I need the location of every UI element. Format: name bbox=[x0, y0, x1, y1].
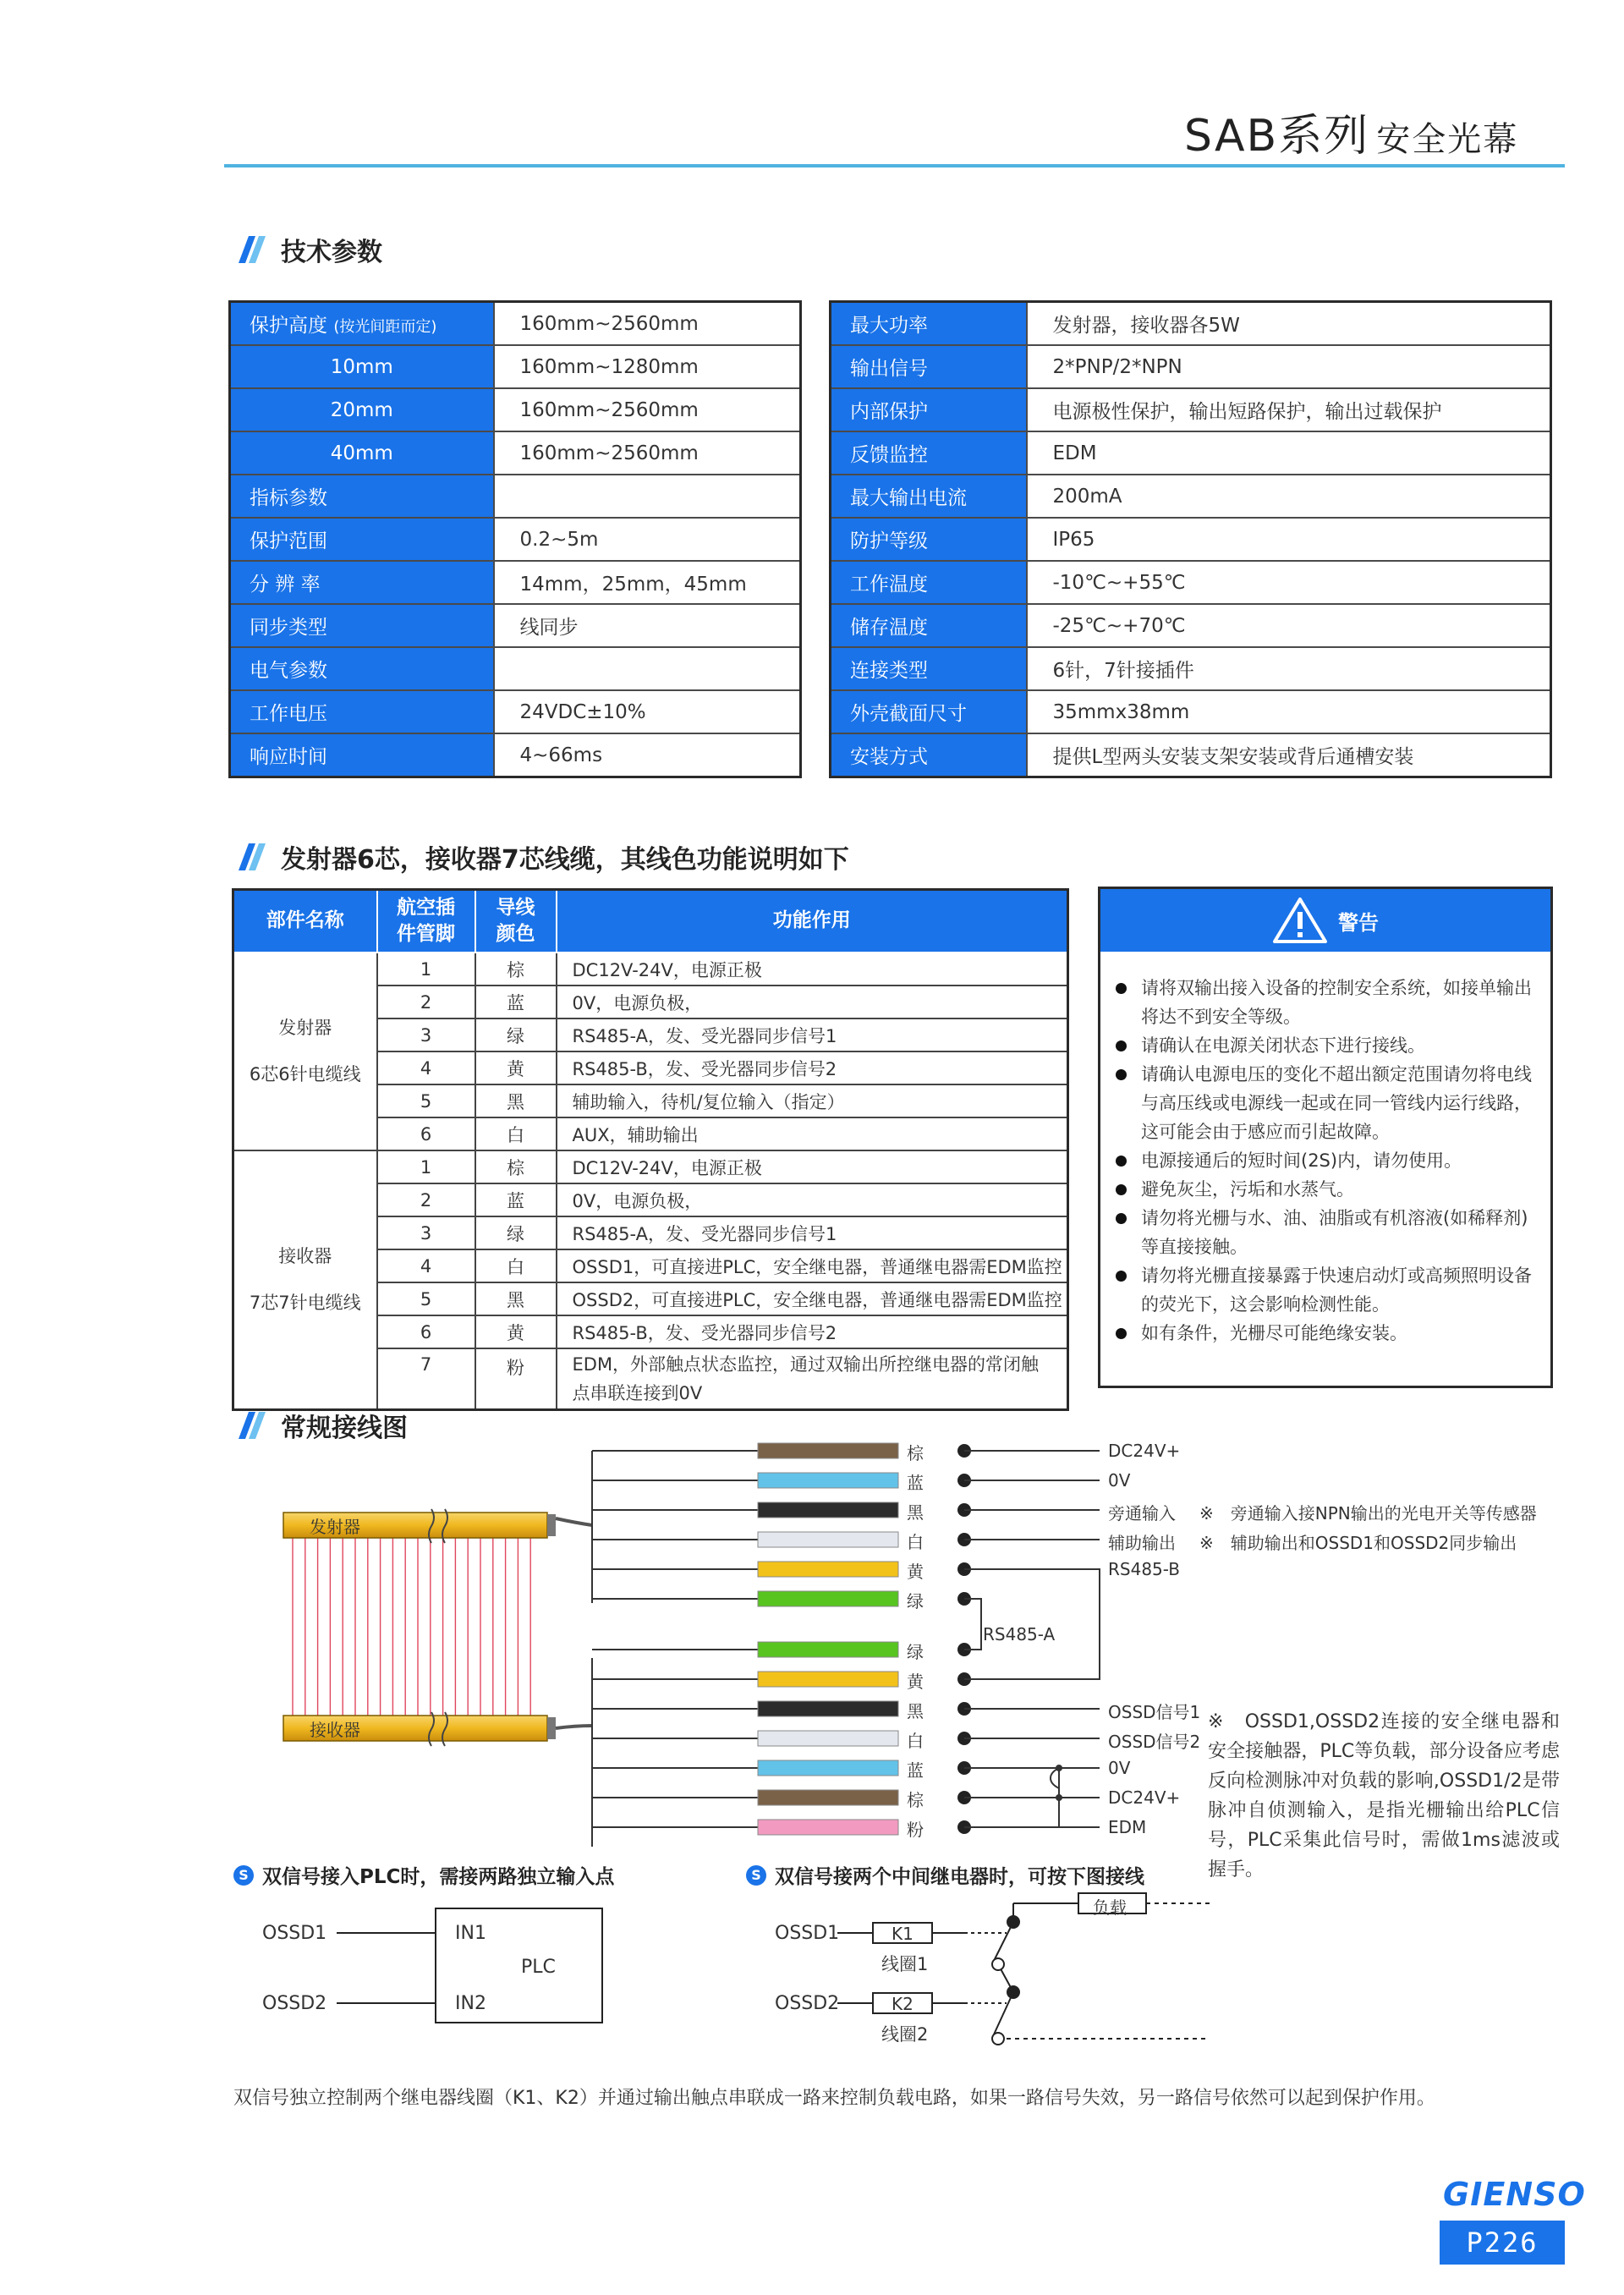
wire-color-label: 黑 bbox=[907, 1701, 924, 1721]
spec-value: 4~66ms bbox=[494, 733, 801, 777]
brand-logo: GIENSO bbox=[1443, 2176, 1586, 2213]
spec-key: 工作温度 bbox=[831, 561, 1027, 604]
plc-ossd2: OSSD2 bbox=[262, 1993, 327, 2014]
spec-key: 安装方式 bbox=[831, 733, 1027, 777]
product-name: 安全光幕 bbox=[1376, 120, 1519, 159]
relay-k1: K1 bbox=[892, 1924, 914, 1944]
wire-function: 辅助输入，待机/复位输入（指定） bbox=[557, 1084, 1068, 1117]
wire-color-label: 棕 bbox=[907, 1790, 924, 1810]
spec-key: 反馈监控 bbox=[831, 431, 1027, 475]
wire-color: 绿 bbox=[475, 1216, 557, 1249]
spec-value: 发射器，接收器各5W bbox=[1027, 302, 1551, 346]
warning-item: 请将双输出接入设备的控制安全系统，如接单输出将达不到安全等级。 bbox=[1114, 974, 1539, 1031]
wire-color: 黑 bbox=[475, 1084, 557, 1117]
wire-function: OSSD2，可直接进PLC，安全继电器，普通继电器需EDM监控 bbox=[557, 1282, 1068, 1315]
pin: 6 bbox=[377, 1117, 475, 1150]
spec-key: 响应时间 bbox=[230, 733, 494, 777]
wire-function: RS485-B，发、受光器同步信号2 bbox=[557, 1051, 1068, 1084]
pin: 5 bbox=[377, 1084, 475, 1117]
relay-k2: K2 bbox=[892, 1994, 914, 2014]
spec-value: 160mm~2560mm bbox=[494, 431, 801, 475]
spec-value: 24VDC±10% bbox=[494, 690, 801, 733]
signal-label: 旁通输入 bbox=[1108, 1503, 1176, 1524]
wire-color: 蓝 bbox=[475, 1183, 557, 1216]
signal-label: RS485-A bbox=[983, 1624, 1056, 1644]
pin: 7 bbox=[377, 1348, 475, 1410]
bottom-note: 双信号独立控制两个继电器线圈（K1、K2）并通过输出触点串联成一路来控制负载电路，如果一路信号失效，另一路信号依然可以起到保护作用。 bbox=[233, 2088, 1435, 2109]
section-title: 技术参数 bbox=[281, 238, 382, 267]
wire-function: RS485-A，发、受光器同步信号1 bbox=[557, 1018, 1068, 1051]
spec-key: 40mm bbox=[230, 431, 494, 475]
pin: 5 bbox=[377, 1282, 475, 1315]
receiver-name: 接收器 bbox=[278, 1246, 332, 1267]
signal-label: 0V bbox=[1108, 1758, 1131, 1778]
spec-key: 防护等级 bbox=[831, 518, 1027, 561]
pin: 6 bbox=[377, 1315, 475, 1348]
emitter-name: 发射器 bbox=[278, 1018, 332, 1039]
wire-color-label: 黑 bbox=[907, 1502, 924, 1523]
spec-key: 20mm bbox=[230, 388, 494, 431]
wire-color: 蓝 bbox=[475, 986, 557, 1018]
spec-value: IP65 bbox=[1027, 518, 1551, 561]
spec-key: 保护高度 (按光间距而定) bbox=[230, 302, 494, 346]
spec-value: 14mm，25mm，45mm bbox=[494, 561, 801, 604]
spec-value: -10℃~+55℃ bbox=[1027, 561, 1551, 604]
spec-value: 160mm~1280mm bbox=[494, 345, 801, 388]
spec-key: 最大功率 bbox=[831, 302, 1027, 346]
pin: 3 bbox=[377, 1216, 475, 1249]
relay-ossd2: OSSD2 bbox=[775, 1993, 840, 2014]
spec-key: 同步类型 bbox=[230, 604, 494, 647]
wire-color: 黄 bbox=[475, 1051, 557, 1084]
warning-item: 请勿将光栅与水、油、油脂或有机溶液(如稀释剂)等直接接触。 bbox=[1114, 1204, 1539, 1261]
wire-color: 白 bbox=[475, 1249, 557, 1282]
wire-color-label: 蓝 bbox=[907, 1760, 924, 1781]
warning-item: 如有条件，光栅尽可能绝缘安装。 bbox=[1114, 1319, 1539, 1348]
plc-title: S 双信号接入PLC时，需接两路独立输入点 bbox=[233, 1861, 614, 1889]
wire-color: 棕 bbox=[475, 1150, 557, 1183]
wire-color-label: 黄 bbox=[907, 1562, 924, 1582]
spec-value: 6针，7针接插件 bbox=[1027, 647, 1551, 690]
relay-coil2: 线圈2 bbox=[881, 2024, 929, 2045]
wire-color-label: 绿 bbox=[907, 1642, 924, 1662]
wire-color: 绿 bbox=[475, 1018, 557, 1051]
wire-color: 黑 bbox=[475, 1282, 557, 1315]
header-color: 导线 颜色 bbox=[475, 890, 557, 953]
warning-item: 请确认电源电压的变化不超出额定范围请勿将电线与高压线或电源线一起或在同一管线内运行线路，这可能会由于感应而引起故障。 bbox=[1114, 1060, 1539, 1146]
wire-function: 0V，电源负极， bbox=[557, 986, 1068, 1018]
wire-function: RS485-A，发、受光器同步信号1 bbox=[557, 1216, 1068, 1249]
wire-color-label: 黄 bbox=[907, 1672, 924, 1692]
spec-value: 160mm~2560mm bbox=[494, 388, 801, 431]
signal-label: RS485-B bbox=[1108, 1559, 1180, 1579]
signal-label: DC24V+ bbox=[1108, 1441, 1181, 1461]
emitter-cable: 6芯6针电缆线 bbox=[249, 1064, 361, 1084]
spec-value: -25℃~+70℃ bbox=[1027, 604, 1551, 647]
wire-function: DC12V-24V，电源正极 bbox=[557, 953, 1068, 986]
pin: 1 bbox=[377, 953, 475, 986]
section-title: 发射器6芯，接收器7芯线缆，其线色功能说明如下 bbox=[281, 845, 849, 875]
receiver-label: 接收器 bbox=[310, 1720, 360, 1740]
spec-value: EDM bbox=[1027, 431, 1551, 475]
wire-function: 0V，电源负极， bbox=[557, 1183, 1068, 1216]
pin: 4 bbox=[377, 1249, 475, 1282]
section-title: 常规接线图 bbox=[281, 1414, 408, 1443]
relay-ossd1: OSSD1 bbox=[775, 1923, 840, 1944]
pin: 2 bbox=[377, 986, 475, 1018]
ossd-note: ※ OSSD1,OSSD2连接的安全继电器和安全接触器，PLC等负载，部分设备应考虑反向检测脉冲对负载的影响,OSSD1/2是带脉冲自侦测输入，是指光栅输出给PLC信号，PLC采集此信号时，需做1ms滤波或握手。 bbox=[1208, 1711, 1560, 1880]
spec-key: 指标参数 bbox=[230, 475, 494, 518]
spec-value: 200mA bbox=[1027, 475, 1551, 518]
plc-in1: IN1 bbox=[455, 1923, 486, 1944]
spec-value: 线同步 bbox=[494, 604, 801, 647]
spec-value: 电源极性保护，输出短路保护，输出过载保护 bbox=[1027, 388, 1551, 431]
s-badge-icon: S bbox=[233, 1865, 254, 1886]
spec-key: 内部保护 bbox=[831, 388, 1027, 431]
spec-value: 0.2~5m bbox=[494, 518, 801, 561]
relay-title: S 双信号接两个中间继电器时，可按下图接线 bbox=[746, 1861, 1144, 1889]
emitter-label: 发射器 bbox=[310, 1517, 360, 1537]
spec-key: 分 辨 率 bbox=[230, 561, 494, 604]
series-name: SAB系列 bbox=[1184, 111, 1370, 162]
relay-coil1: 线圈1 bbox=[881, 1954, 929, 1974]
header-function: 功能作用 bbox=[557, 890, 1068, 953]
spec-key: 10mm bbox=[230, 345, 494, 388]
note-bypass: ※ 旁通输入接NPN输出的光电开关等传感器 bbox=[1199, 1503, 1537, 1524]
spec-key: 保护范围 bbox=[230, 518, 494, 561]
wire-color-label: 棕 bbox=[907, 1443, 924, 1463]
signal-label: OSSD信号2 bbox=[1108, 1732, 1201, 1752]
spec-value: 160mm~2560mm bbox=[494, 302, 801, 346]
wire-color-label: 粉 bbox=[907, 1820, 924, 1840]
header-part: 部件名称 bbox=[233, 890, 377, 953]
wire-function: EDM，外部触点状态监控，通过双输出所控继电器的常闭触 点串联连接到0V bbox=[572, 1354, 1040, 1403]
wire-function: AUX，辅助输出 bbox=[557, 1117, 1068, 1150]
wire-color: 棕 bbox=[475, 953, 557, 986]
warning-item: 避免灰尘，污垢和水蒸气。 bbox=[1114, 1175, 1539, 1204]
wire-function: OSSD1，可直接进PLC，安全继电器，普通继电器需EDM监控 bbox=[557, 1249, 1068, 1282]
spec-value: 2*PNP/2*NPN bbox=[1027, 345, 1551, 388]
wire-color-label: 白 bbox=[907, 1532, 924, 1552]
spec-value: 35mmx38mm bbox=[1027, 690, 1551, 733]
signal-label: 辅助输出 bbox=[1108, 1533, 1176, 1553]
wire-color: 粉 bbox=[475, 1348, 557, 1410]
note-aux: ※ 辅助输出和OSSD1和OSSD2同步输出 bbox=[1199, 1533, 1517, 1553]
wire-color: 黄 bbox=[475, 1315, 557, 1348]
signal-label: OSSD信号1 bbox=[1108, 1702, 1201, 1722]
page-number: P226 bbox=[1440, 2221, 1565, 2265]
signal-label: EDM bbox=[1108, 1817, 1147, 1837]
wire-color-label: 绿 bbox=[907, 1591, 924, 1611]
plc-label: PLC bbox=[521, 1957, 556, 1978]
warning-item: 请确认在电源关闭状态下进行接线。 bbox=[1114, 1031, 1539, 1060]
receiver-cable: 7芯7针电缆线 bbox=[249, 1293, 361, 1313]
pin: 3 bbox=[377, 1018, 475, 1051]
spec-key: 电气参数 bbox=[230, 647, 494, 690]
s-badge-icon: S bbox=[746, 1865, 766, 1886]
spec-key: 最大输出电流 bbox=[831, 475, 1027, 518]
spec-key: 外壳截面尺寸 bbox=[831, 690, 1027, 733]
wire-function: RS485-B，发、受光器同步信号2 bbox=[557, 1315, 1068, 1348]
spec-key: 连接类型 bbox=[831, 647, 1027, 690]
wire-color: 白 bbox=[475, 1117, 557, 1150]
spec-value: 提供L型两头安装支架安装或背后通槽安装 bbox=[1027, 733, 1551, 777]
wire-color-label: 白 bbox=[907, 1731, 924, 1751]
pin: 2 bbox=[377, 1183, 475, 1216]
plc-ossd1: OSSD1 bbox=[262, 1923, 327, 1944]
spec-key: 工作电压 bbox=[230, 690, 494, 733]
pin: 4 bbox=[377, 1051, 475, 1084]
signal-label: DC24V+ bbox=[1108, 1787, 1181, 1808]
spec-key: 输出信号 bbox=[831, 345, 1027, 388]
warning-title: 警告 bbox=[1338, 910, 1379, 935]
wire-color-label: 蓝 bbox=[907, 1473, 924, 1493]
wire-function: DC12V-24V，电源正极 bbox=[557, 1150, 1068, 1183]
pin: 1 bbox=[377, 1150, 475, 1183]
signal-label: 0V bbox=[1108, 1470, 1131, 1491]
spec-key: 储存温度 bbox=[831, 604, 1027, 647]
relay-load: 负载 bbox=[1093, 1897, 1127, 1918]
warning-item: 请勿将光栅直接暴露于快速启动灯或高频照明设备的荧光下，这会影响检测性能。 bbox=[1114, 1261, 1539, 1319]
plc-in2: IN2 bbox=[455, 1993, 486, 2014]
header-pin: 航空插 件管脚 bbox=[377, 890, 475, 953]
warning-item: 电源接通后的短时间(2S)内，请勿使用。 bbox=[1114, 1146, 1539, 1175]
